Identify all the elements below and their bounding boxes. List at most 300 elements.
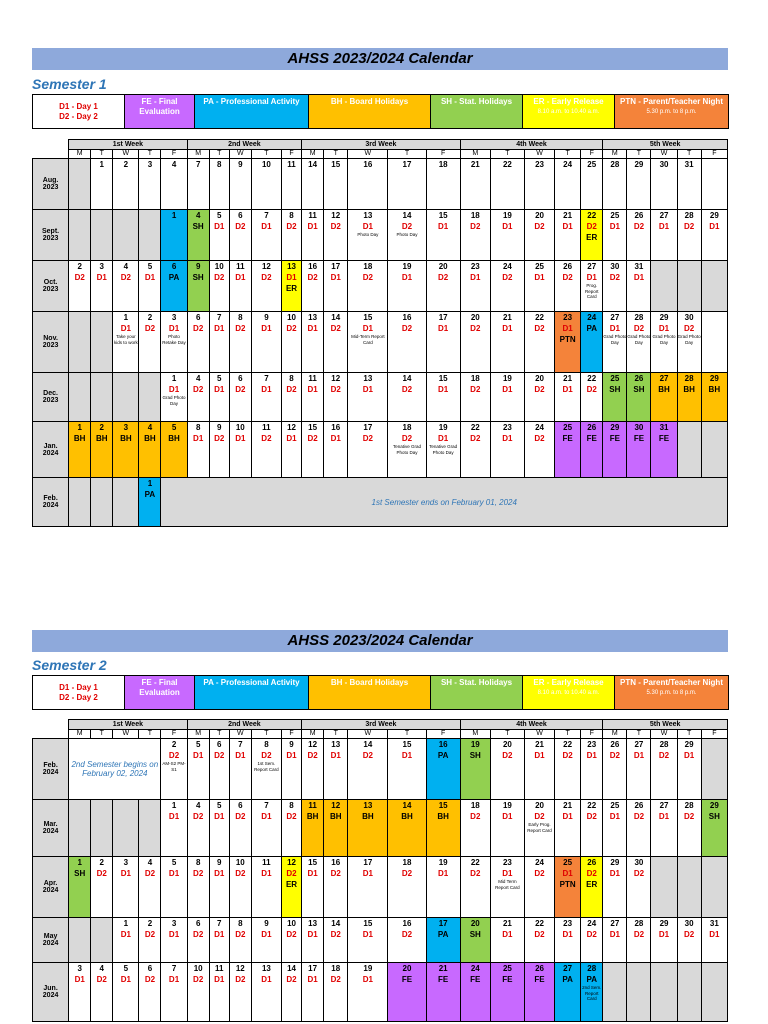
day-cell xyxy=(209,857,229,918)
day-note: 2nd Sem. Report Card xyxy=(582,985,602,1001)
day-number: 2 xyxy=(77,262,82,271)
day-number: 5 xyxy=(217,374,222,383)
day-code: D1 xyxy=(168,324,180,333)
day-number: 23 xyxy=(502,423,512,432)
day-cell xyxy=(524,422,554,478)
day-cell xyxy=(69,159,91,210)
day-code: D1 xyxy=(633,273,645,282)
day-cell xyxy=(161,857,187,918)
day-code: D2 xyxy=(330,324,341,333)
month-label: Feb. 2024 xyxy=(33,739,69,800)
day-number: 26 xyxy=(634,374,644,383)
day-cell xyxy=(627,963,651,1022)
day-code: D2 xyxy=(96,869,107,878)
day-number: 14 xyxy=(402,801,412,810)
day-cell xyxy=(91,261,113,312)
day-code: D1 xyxy=(438,869,449,878)
day-cell xyxy=(187,159,209,210)
day-number: 29 xyxy=(684,740,694,749)
day-code: D2 xyxy=(470,869,481,878)
day-number: 29 xyxy=(709,374,719,383)
day-code: D1 xyxy=(502,812,513,821)
day-code: D1 xyxy=(261,324,272,333)
day-code: D1 xyxy=(214,385,225,394)
day-note: Prog. Report Card xyxy=(584,283,599,299)
day-code: SH xyxy=(192,222,204,231)
day-cell xyxy=(302,261,324,312)
day-cell xyxy=(139,800,161,857)
day-code: D1 xyxy=(658,324,670,333)
day-number: 20 xyxy=(470,919,480,928)
day-code: D2 xyxy=(562,273,573,282)
legend-label: BH - Board Holidays xyxy=(330,97,409,106)
day-cell xyxy=(388,918,426,963)
day-code: D2 xyxy=(401,324,413,333)
day-code: D2 xyxy=(609,273,620,282)
day-number: 14 xyxy=(363,740,373,749)
day-cell xyxy=(701,739,727,800)
day-number: 11 xyxy=(308,801,317,810)
day-letter: F xyxy=(426,730,460,739)
day-number: 21 xyxy=(470,160,480,169)
day-cell xyxy=(302,918,324,963)
day-code: D2 xyxy=(235,812,246,821)
day-cell xyxy=(490,739,524,800)
day-code: D1 xyxy=(261,930,272,939)
day-code: D2 xyxy=(330,975,341,984)
day-cell xyxy=(651,739,677,800)
week-header: 1st Week xyxy=(69,140,187,150)
day-number: 25 xyxy=(610,374,620,383)
day-number: 8 xyxy=(289,374,294,383)
day-code: D2 xyxy=(684,930,695,939)
day-code: D2 xyxy=(144,869,156,878)
day-cell xyxy=(161,963,187,1022)
day-number: 6 xyxy=(238,801,243,810)
day-code: D1 xyxy=(120,975,131,984)
day-cell xyxy=(388,857,426,918)
day-code: D1 xyxy=(401,273,413,282)
day-cell xyxy=(187,918,209,963)
day-code: D1 xyxy=(658,222,670,231)
legend-label: PTN - Parent/Teacher Night xyxy=(620,678,723,687)
day-letter: M xyxy=(69,730,91,739)
day-code: D2 xyxy=(307,273,318,282)
day-cell xyxy=(69,422,91,478)
day-cell xyxy=(91,963,113,1022)
day-cell xyxy=(113,800,139,857)
day-letter: T xyxy=(209,730,229,739)
day-number: 18 xyxy=(470,211,480,220)
day-cell xyxy=(324,312,348,373)
day-code: D2 xyxy=(362,273,373,282)
day-cell xyxy=(524,918,554,963)
day-number: 6 xyxy=(238,374,243,383)
day-note: Grad Photo Day xyxy=(627,334,651,345)
day-code: D2 xyxy=(562,751,573,760)
day-code: FE xyxy=(401,975,413,984)
day-number: 1 xyxy=(171,374,177,383)
day-code: D2 xyxy=(193,930,204,939)
day-code: D2 xyxy=(168,751,180,760)
day-number: 24 xyxy=(587,313,597,322)
day-code: FE xyxy=(609,434,620,443)
day-code: D2 xyxy=(684,222,695,231)
day-letter: M xyxy=(187,150,209,159)
day-code: D1 xyxy=(438,434,449,443)
day-letter: T xyxy=(677,730,701,739)
legend-pa xyxy=(195,95,309,129)
day-number: 3 xyxy=(99,262,104,271)
day-number: 27 xyxy=(563,964,573,973)
day-cell xyxy=(603,857,627,918)
day-letter: T xyxy=(139,150,161,159)
day-cell xyxy=(426,963,460,1022)
day-cell xyxy=(460,261,490,312)
day-code: ER xyxy=(586,233,598,242)
day-number: 13 xyxy=(308,313,318,322)
day-cell xyxy=(677,261,701,312)
day-cell xyxy=(524,312,554,373)
legend-bh xyxy=(309,95,431,129)
day-number: 8 xyxy=(238,919,243,928)
day-cell xyxy=(161,261,187,312)
legend-label: SH - Stat. Holidays xyxy=(440,97,513,106)
day-cell xyxy=(139,963,161,1022)
day-number: 12 xyxy=(287,858,296,867)
day-code: PA xyxy=(437,751,449,760)
day-cell xyxy=(113,210,139,261)
day-cell xyxy=(651,963,677,1022)
legend-er xyxy=(523,95,615,129)
legend-label: ER - Early Release xyxy=(533,678,604,687)
day-number: 29 xyxy=(709,801,719,810)
calendar-title: AHSS 2023/2024 Calendar xyxy=(32,630,728,652)
day-letter: T xyxy=(91,150,113,159)
day-code: FE xyxy=(470,975,481,984)
legend-bh xyxy=(309,676,431,710)
day-cell xyxy=(69,800,91,857)
day-number: 8 xyxy=(217,160,222,169)
day-code: D1 xyxy=(534,751,545,760)
day-code: D2 xyxy=(470,434,481,443)
week-header: 4th Week xyxy=(460,140,603,150)
day-letter: W xyxy=(524,150,554,159)
day-cell xyxy=(677,312,701,373)
day-code: D1 xyxy=(470,273,481,282)
semester-1-block xyxy=(32,48,728,527)
day-cell xyxy=(281,857,301,918)
day-code: BH xyxy=(658,385,670,394)
week-header: 5th Week xyxy=(603,720,728,730)
day-cell xyxy=(91,373,113,422)
day-number: 16 xyxy=(331,858,341,867)
day-number: 15 xyxy=(331,160,341,169)
day-code: FE xyxy=(586,434,597,443)
day-number: 5 xyxy=(123,964,129,973)
day-cell xyxy=(627,312,651,373)
blank-corner xyxy=(33,140,69,150)
day-code: D2 xyxy=(193,975,204,984)
day-number: 5 xyxy=(147,262,153,271)
day-letter: F xyxy=(281,150,301,159)
day-cell xyxy=(460,422,490,478)
day-cell xyxy=(627,739,651,800)
day-code: D1 xyxy=(214,222,225,231)
day-cell xyxy=(426,159,460,210)
day-code: SH xyxy=(633,385,645,394)
day-cell xyxy=(701,800,727,857)
day-code: D2 xyxy=(286,385,297,394)
day-number: 14 xyxy=(308,160,318,169)
day-number: 21 xyxy=(438,964,448,973)
day-cell xyxy=(348,800,388,857)
day-code: BH xyxy=(437,812,449,821)
day-number: 11 xyxy=(262,858,271,867)
day-letter: M xyxy=(187,730,209,739)
day-code: D2 xyxy=(633,222,645,231)
day-number: 11 xyxy=(308,211,317,220)
day-number: 4 xyxy=(195,374,201,383)
day-code: D2 xyxy=(633,930,645,939)
day-code: D2 xyxy=(684,324,695,333)
day-code: D2 xyxy=(235,324,246,333)
day-cell xyxy=(581,857,603,918)
day-cell xyxy=(460,373,490,422)
day-cell xyxy=(490,918,524,963)
day-number: 30 xyxy=(634,423,644,432)
day-cell xyxy=(701,918,727,963)
day-cell xyxy=(701,312,727,373)
week-header: 1st Week xyxy=(69,720,187,730)
day-number: 11 xyxy=(215,964,224,973)
day-number: 24 xyxy=(535,858,544,867)
month-label: Mar. 2024 xyxy=(33,800,69,857)
day-cell xyxy=(388,373,426,422)
day-cell xyxy=(91,159,113,210)
day-cell xyxy=(209,739,229,800)
day-code: D1 xyxy=(609,869,620,878)
day-number: 10 xyxy=(214,262,224,271)
day-number: 18 xyxy=(402,423,412,432)
day-cell xyxy=(161,373,187,422)
day-number: 13 xyxy=(363,801,373,810)
day-code: D1 xyxy=(658,812,670,821)
day-code: FE xyxy=(562,434,573,443)
day-number: 5 xyxy=(217,801,222,810)
day-cell xyxy=(460,312,490,373)
day-cell xyxy=(388,261,426,312)
day-cell xyxy=(555,373,581,422)
day-cell xyxy=(701,373,727,422)
day-cell xyxy=(651,857,677,918)
day-cell xyxy=(302,312,324,373)
month-label: Feb. 2024 xyxy=(33,478,69,527)
day-code: BH xyxy=(73,434,86,443)
day-number: 27 xyxy=(587,262,597,271)
day-cell xyxy=(490,210,524,261)
day-code: D2 xyxy=(120,273,131,282)
day-cell xyxy=(677,422,701,478)
day-cell xyxy=(302,857,324,918)
day-cell xyxy=(603,918,627,963)
day-code: D1 xyxy=(562,812,573,821)
day-code: D1 xyxy=(362,222,373,231)
day-code: D1 xyxy=(502,930,513,939)
day-code: D1 xyxy=(120,324,131,333)
day-cell xyxy=(229,857,251,918)
day-number: 17 xyxy=(438,313,448,322)
day-cell xyxy=(302,210,324,261)
day-cell xyxy=(555,800,581,857)
day-letter: W xyxy=(348,150,388,159)
day-cell xyxy=(161,739,187,800)
blank-corner xyxy=(33,730,69,739)
day-cell xyxy=(426,800,460,857)
day-cell xyxy=(555,422,581,478)
day-cell xyxy=(603,739,627,800)
day-cell xyxy=(229,739,251,800)
day-cell xyxy=(113,857,139,918)
day-number: 11 xyxy=(262,423,271,432)
legend-label: FE - Final Evaluation xyxy=(139,678,180,697)
day-cell xyxy=(426,857,460,918)
day-letter: T xyxy=(627,730,651,739)
day-cell xyxy=(187,422,209,478)
day-cell xyxy=(555,963,581,1022)
day-code: SH xyxy=(74,869,86,878)
day-number: 15 xyxy=(363,313,373,322)
legend-sh xyxy=(431,676,523,710)
day-code: D2 xyxy=(330,869,341,878)
day-number: 26 xyxy=(610,740,620,749)
day-code: D2 xyxy=(261,751,272,760)
day-number: 8 xyxy=(238,313,243,322)
day-code: D1 xyxy=(168,385,180,394)
day-code: BH xyxy=(683,385,695,394)
day-cell xyxy=(581,963,603,1022)
day-cell xyxy=(229,373,251,422)
day-cell xyxy=(627,159,651,210)
day-number: 10 xyxy=(287,313,296,322)
day-code: D2 xyxy=(470,385,481,394)
day-cell xyxy=(490,422,524,478)
day-number: 9 xyxy=(195,262,201,271)
day-cell xyxy=(581,261,603,312)
day-code: D1 xyxy=(168,975,180,984)
day-code: D2 xyxy=(286,812,297,821)
day-cell xyxy=(281,159,301,210)
day-cell xyxy=(603,422,627,478)
day-cell xyxy=(281,261,301,312)
day-cell xyxy=(627,210,651,261)
day-number: 21 xyxy=(535,740,544,749)
day-number: 21 xyxy=(502,919,512,928)
day-cell xyxy=(139,478,161,527)
day-cell xyxy=(69,918,91,963)
day-code: D1 xyxy=(562,930,573,939)
day-cell xyxy=(603,159,627,210)
day-code: D2 xyxy=(534,324,545,333)
day-code: D2 xyxy=(534,222,545,231)
day-letter: T xyxy=(251,730,281,739)
day-number: 6 xyxy=(171,262,177,271)
day-number: 14 xyxy=(331,313,341,322)
day-code: D2 xyxy=(470,324,481,333)
day-number: 7 xyxy=(217,313,222,322)
day-cell xyxy=(426,373,460,422)
day-code: D2 xyxy=(214,434,225,443)
day-code: SH xyxy=(708,812,720,821)
day-cell xyxy=(281,963,301,1022)
day-cell xyxy=(490,800,524,857)
day-number: 1 xyxy=(123,313,129,322)
day-number: 25 xyxy=(535,262,544,271)
day-cell xyxy=(139,857,161,918)
day-number: 25 xyxy=(587,160,597,169)
day-cell xyxy=(229,800,251,857)
day-number: 11 xyxy=(287,160,296,169)
day-number: 25 xyxy=(610,801,620,810)
day-number: 22 xyxy=(502,160,512,169)
legend-day-codes xyxy=(33,95,125,129)
day-number: 19 xyxy=(438,858,448,867)
day-cell xyxy=(524,210,554,261)
day-number: 20 xyxy=(535,801,544,810)
month-label: Dec. 2023 xyxy=(33,373,69,422)
day-code: D1 xyxy=(502,385,513,394)
day-number: 18 xyxy=(470,801,480,810)
day-cell xyxy=(302,159,324,210)
day-cell xyxy=(324,261,348,312)
day-cell xyxy=(91,918,113,963)
day-code: D1 xyxy=(362,324,373,333)
day-code: D1 xyxy=(261,869,272,878)
day-number: 31 xyxy=(709,919,719,928)
day-cell xyxy=(627,857,651,918)
day-cell xyxy=(627,261,651,312)
day-code: D2 xyxy=(193,869,204,878)
day-note: Take your kids to work xyxy=(113,334,138,345)
day-code: D2 xyxy=(362,434,373,443)
day-number: 26 xyxy=(587,858,597,867)
day-cell xyxy=(651,261,677,312)
day-number: 13 xyxy=(287,262,296,271)
day-cell xyxy=(281,739,301,800)
day-number: 27 xyxy=(610,919,620,928)
day-code: D2 xyxy=(235,869,246,878)
day-number: 1 xyxy=(99,160,104,169)
day-cell xyxy=(701,261,727,312)
day-code: PTN xyxy=(559,335,576,344)
day-letter: T xyxy=(388,730,426,739)
day-number: 23 xyxy=(587,740,597,749)
day-code: D1 xyxy=(120,930,131,939)
day-number: 15 xyxy=(438,801,448,810)
day-letter: M xyxy=(460,150,490,159)
legend-fe xyxy=(125,95,195,129)
month-label: Sept. 2023 xyxy=(33,210,69,261)
day-note: Mid-Term Report Card xyxy=(351,334,385,345)
day-note: Grad Photo Day xyxy=(603,334,627,345)
day-cell xyxy=(701,963,727,1022)
legend-sub: 8.10 a.m. to 10.40 a.m. xyxy=(537,690,600,696)
day-number: 13 xyxy=(331,740,341,749)
day-cell xyxy=(388,159,426,210)
day-number: 4 xyxy=(123,262,129,271)
day-number: 19 xyxy=(502,211,512,220)
day-code: D1 xyxy=(562,324,573,333)
